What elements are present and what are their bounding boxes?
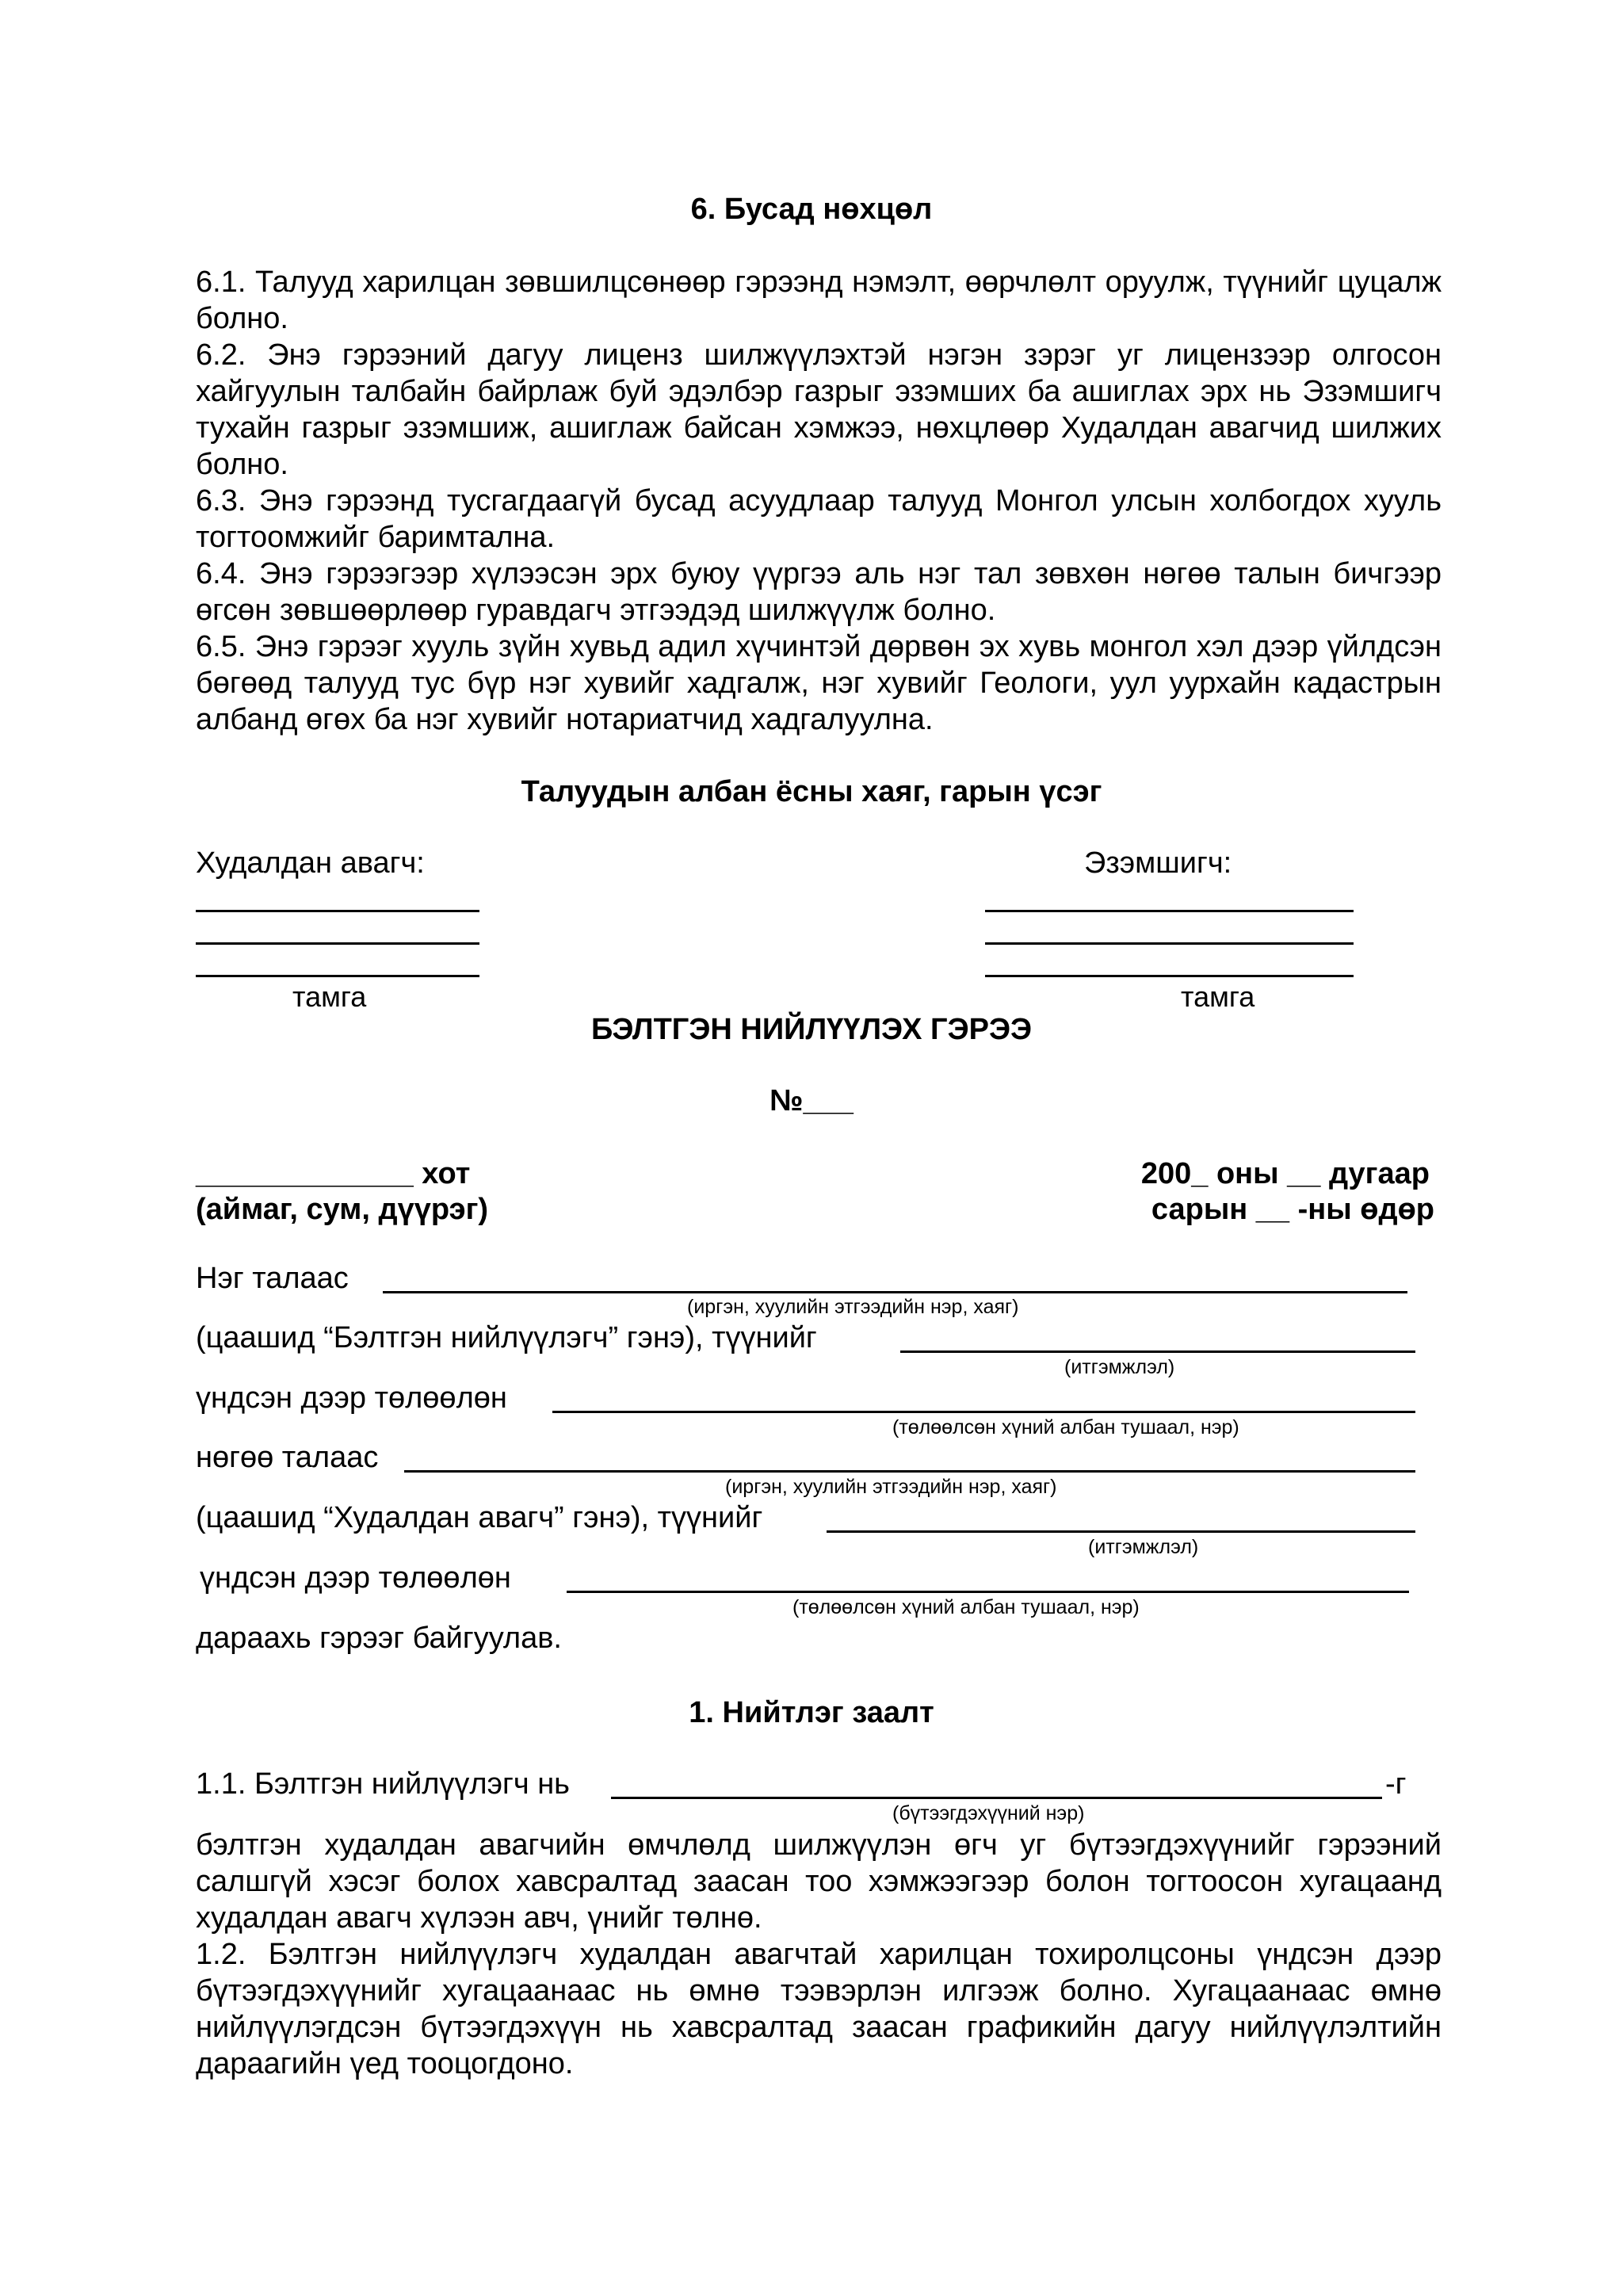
owner-signature-line-1 (985, 910, 1354, 912)
clause-1-1-line (611, 1797, 1382, 1799)
party-row-6-line (567, 1591, 1409, 1593)
party-row-5-hint: (итгэмжлэл) (1088, 1536, 1199, 1558)
clause-1-1-hint: (бүтээгдэхүүний нэр) (892, 1802, 1085, 1824)
date-line: 200_ оны __ дугаар (1140, 1157, 1430, 1190)
party-row-3-line (552, 1411, 1415, 1413)
contract-title: БЭЛТГЭН НИЙЛҮҮЛЭХ ГЭРЭЭ (590, 1013, 1033, 1046)
clause-6-2: 6.2. Энэ гэрээний дагуу лиценз шилжүүлэхтэй нэгэн зэрэг уг лицензээр олгосон хайгуулын талбайн байрлаж буй эдэлбэр газрыг эзэмших ба ашиглах эрх нь Эзэмшигч тухайн газрыг эзэмшиж, ашиглаж байсан хэмжээ, нөхцлөөр Худалдан авагчид шилжих болно. (196, 338, 1442, 481)
owner-signature-line-2 (985, 942, 1354, 945)
closing-line: дараахь гэрээг байгуулав. (196, 1622, 562, 1655)
clause-1-1-prefix: 1.1. Бэлтгэн нийлүүлэгч нь (196, 1767, 570, 1801)
party-row-4-label: нөгөө талаас (196, 1441, 379, 1474)
section-6-title: 6. Бусад нөхцөл (690, 193, 933, 226)
stamp-label-right: тамга (1181, 980, 1255, 1013)
party-row-4-hint: (иргэн, хуулийн этгээдийн нэр, хаяг) (725, 1476, 1057, 1498)
contract-number: №___ (769, 1084, 854, 1117)
party-row-6-label: үндсэн дээр төлөөлөн (200, 1561, 511, 1595)
clause-6-1: 6.1. Талууд харилцан зөвшилцсөнөөр гэрээнд нэмэлт, өөрчлөлт оруулж, түүнийг цуцалж болно. (196, 266, 1442, 335)
clause-1-1-body: бэлтгэн худалдан авагчийн өмчлөлд шилжүүлэн өгч уг бүтээгдэхүүнийг гэрээний салшгүй хэсэг болох хавсралтад заасан тоо хэмжээгээр болон тогтоосон хугацаанд худалдан авагч хүлээн авч, үнийг төлнө. (196, 1828, 1442, 1935)
clause-6-3: 6.3. Энэ гэрээнд тусгагдаагүй бусад асуудлаар талууд Монгол улсын холбогдох хууль тогтоомжийг баримтална. (196, 484, 1442, 554)
party-row-3-label: үндсэн дээр төлөөлөн (196, 1381, 507, 1415)
party-row-1-line (383, 1291, 1407, 1293)
party-row-6-hint: (төлөөлсөн хүний албан тушаал, нэр) (792, 1596, 1140, 1618)
party-row-2-label: (цаашид “Бэлтгэн нийлүүлэгч” гэнэ), түүнийг (196, 1321, 817, 1354)
party-row-3-hint: (төлөөлсөн хүний албан тушаал, нэр) (892, 1416, 1239, 1438)
stamp-label-left: тамга (292, 980, 367, 1013)
party-row-5-label: (цаашид “Худалдан авагч” гэнэ), түүнийг (196, 1501, 763, 1534)
section-1-body (196, 1827, 1442, 2082)
section-1-title: 1. Нийтлэг заалт (689, 1696, 934, 1729)
city-line: _____________ хот (196, 1157, 471, 1190)
date-sub: сарын __ -ны өдөр (1151, 1193, 1434, 1226)
party-row-1-label: Нэг талаас (196, 1262, 349, 1295)
city-sub: (аймаг, сум, дүүрэг) (196, 1193, 489, 1226)
signatures-title: Талуудын албан ёсны хаяг, гарын үсэг (521, 775, 1102, 808)
clause-6-5: 6.5. Энэ гэрээг хууль зүйн хувьд адил хүчинтэй дөрвөн эх хувь монгол хэл дээр үйлдсэн бөгөөд талууд тус бүр нэг хувийг хадгалж, нэг хувийг Геологи, уул уурхайн кадастрын албанд өгөх ба нэг хувийг нотариатчид хадгалуулна. (196, 630, 1442, 736)
buyer-signature-line-3 (196, 975, 479, 977)
buyer-signature-line-1 (196, 910, 479, 912)
buyer-signature-line-2 (196, 942, 479, 945)
clause-6-4: 6.4. Энэ гэрээгээр хүлээсэн эрх буюу үүргээ аль нэг тал зөвхөн нөгөө талын бичгээр өгсөн зөвшөөрлөөр гуравдагч этгээдэд шилжүүлж болно. (196, 557, 1442, 627)
section-6-body (196, 264, 1442, 738)
party-row-4-line (404, 1470, 1415, 1473)
owner-signature-line-3 (985, 975, 1354, 977)
clause-1-2: 1.2. Бэлтгэн нийлүүлэгч худалдан авагчтай харилцан тохиролцсоны үндсэн дээр бүтээгдэхүүнийг хугацаанаас нь өмнө тээвэрлэн илгээж болно. Хугацаанаас өмнө нийлүүлэгдсэн бүтээгдэхүүн нь хавсралтад заасан графикийн дагуу нийлүүлэлтийн дараагийн үед тооцогдоно. (196, 1938, 1442, 2080)
owner-label: Эзэмшигч: (1084, 846, 1232, 880)
party-row-2-hint: (итгэмжлэл) (1064, 1356, 1175, 1378)
buyer-label: Худалдан авагч: (196, 846, 425, 880)
clause-1-1-suffix: -г (1385, 1767, 1407, 1801)
party-row-2-line (900, 1350, 1415, 1353)
party-row-1-hint: (иргэн, хуулийн этгээдийн нэр, хаяг) (687, 1296, 1019, 1318)
party-row-5-line (827, 1530, 1415, 1533)
